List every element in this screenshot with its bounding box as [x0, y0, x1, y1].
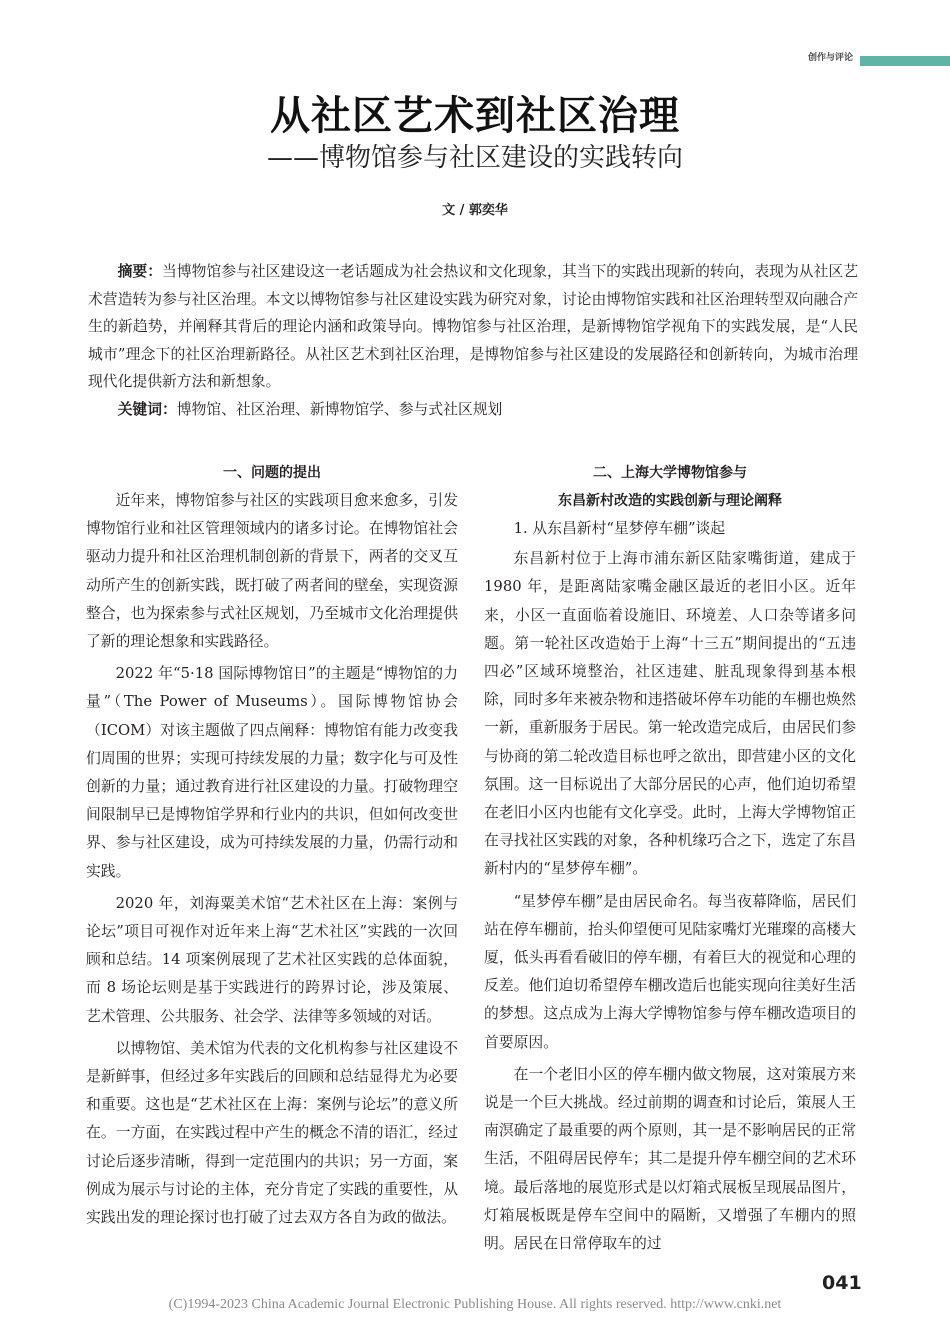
section-accent-bar [860, 56, 950, 66]
body-paragraph: 2020 年，刘海粟美术馆“艺术社区在上海：案例与论坛”项目可视作对近年来上海“艺术社区”实践的一次回顾和总结。14 项案例展现了艺术社区实践的总体面貌，而 8 场论坛则是基于实践进行的跨界讨论，涉及策展、艺术管理、公共服务、社会学、法律等多领域的对话。 [86, 894, 458, 1025]
abstract-block [88, 258, 858, 424]
keywords-label: 关键词： [117, 400, 177, 418]
article-subtitle: ——博物馆参与社区建设的实践转向 [266, 143, 683, 173]
body-paragraph: 东昌新村位于上海市浦东新区陆家嘴街道，建成于 1980 年，是距离陆家嘴金融区最近的老旧小区。近年来，小区一直面临着设施旧、环境差、人口杂等诸多问题。第一轮社区改造始于上海“十三五”期间提出的“五违四必”区域环境整治，社区违建、脏乱现象得到基本根除，同时多年来被杂物和违搭破坏停车功能的车棚也焕然一新，重新服务于居民。第一轮改造完成后，由居民们参与协商的第二轮改造目标也呼之欲出，即营建小区的文化氛围。这一目标说出了大部分居民的心声，他们迫切希望在老旧小区内也能有文化享受。此时，上海大学博物馆正在寻找社区实践的对象，各种机缘巧合之下，选定了东昌新村内的“星梦停车棚”。 [484, 550, 856, 878]
abstract-text: 当博物馆参与社区建设这一老话题成为社会热议和文化现象，其当下的实践出现新的转向，表现为从社区艺术营造转为参与社区治理。本文以博物馆参与社区建设实践为研究对象，讨论由博物馆实践和社区治理转型双向融合产生的新趋势，并阐释其背后的理论内涵和政策导向。博物馆参与社区治理，是新博物馆学视角下的实践发展，是“人民城市”理念下的社区治理新路径。从社区艺术到社区治理，是博物馆参与社区建设的发展路径和创新转向，为城市治理现代化提供新方法和新想象。 [88, 263, 858, 391]
subsection-heading: 1. 从东昌新村“星梦停车棚”谈起 [513, 520, 726, 537]
section-heading-2-line2: 东昌新村改造的实践创新与理论阐释 [558, 493, 782, 509]
left-column [86, 459, 458, 1236]
right-column [484, 459, 856, 1262]
keywords-paragraph [88, 396, 858, 424]
section-heading-1: 一、问题的提出 [223, 465, 321, 481]
abstract-paragraph [88, 258, 858, 396]
page-number: 041 [822, 1272, 862, 1294]
body-paragraph: 以博物馆、美术馆为代表的文化机构参与社区建设不是新鲜事，但经过多年实践后的回顾和总结显得尤为必要和重要。这也是“艺术社区在上海：案例与论坛”的意义所在。一方面，在实践过程中产生的概念不清的语汇，经过讨论后逐步清晰，得到一定范围内的共识；另一方面，案例成为展示与讨论的主体，充分肯定了实践的重要性，从实践出发的理论探讨也打破了过去双方各自为政的做法。 [86, 1039, 458, 1227]
body-paragraph: “星梦停车棚”是由居民命名。每当夜幕降临，居民们站在停车棚前，抬头仰望便可见陆家嘴灯光璀璨的高楼大厦，低头再看看破旧的停车棚，有着巨大的视觉和心理的反差。他们迫切希望停车棚改造后也能实现向往美好生活的梦想。这点成为上海大学博物馆参与停车棚改造项目的首要原因。 [484, 892, 856, 1051]
abstract-label: 摘要： [117, 263, 163, 280]
keywords-text: 博物馆、社区治理、新博物馆学、参与式社区规划 [176, 400, 503, 418]
section-heading-2-line1: 二、上海大学博物馆参与 [593, 465, 747, 481]
article-title: 从社区艺术到社区治理 [270, 93, 680, 139]
body-paragraph: 2022 年“5·18 国际博物馆日”的主题是“博物馆的力量”（The Power of Museums）。国际博物馆协会（ICOM）对该主题做了四点阐释：博物馆有能力改变我们周围的世界；实现可持续发展的力量；数字化与可及性创新的力量；通过教育进行社区建设的力量。打破物理空间限制早已是博物馆学界和行业内的共识，但如何改变世界、参与社区建设，成为可持续发展的力量，仍需行动和实践。 [86, 665, 458, 880]
body-paragraph: 在一个老旧小区的停车棚内做文物展，这对策展方来说是一个巨大挑战。经过前期的调查和讨论后，策展人王南溟确定了最重要的两个原则，其一是不影响居民的正常生活，不阻碍居民停车；其二是提升停车棚空间的艺术环境。最后落地的展览形式是以灯箱式展板呈现展品图片，灯箱展板既是停车空间中的隔断，又增强了车棚内的照明。居民在日常停取车的过 [484, 1065, 856, 1253]
section-tag: 创作与评论 [808, 53, 854, 63]
body-paragraph: 近年来，博物馆参与社区的实践项目愈来愈多，引发博物馆行业和社区管理领域内的诸多讨论。在博物馆社会驱动力提升和社区治理机制创新的背景下，两者的交叉互动所产生的创新实践，既打破了两者间的壁垒，实现资源整合，也为探索参与式社区规划，乃至城市文化治理提供了新的理论想象和实践路径。 [86, 492, 458, 651]
article-author: 文 / 郭奕华 [442, 203, 508, 218]
copyright-notice: (C)1994-2023 China Academic Journal Electronic Publishing House. All rights reserved. http://www.cnki.net [168, 1297, 782, 1312]
